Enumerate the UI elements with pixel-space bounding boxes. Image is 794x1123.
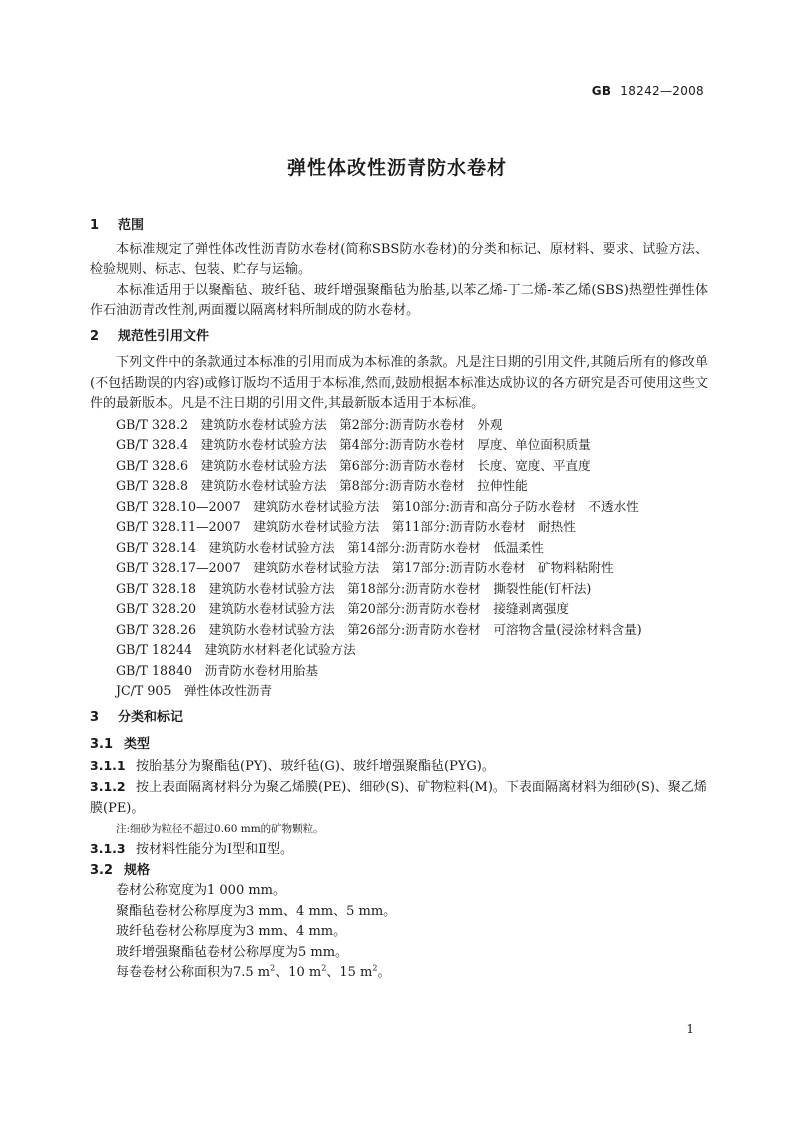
- spec-list: [90, 881, 708, 984]
- subsection-number: 3.2: [90, 862, 114, 878]
- spec-line-area: [90, 963, 708, 984]
- reference-item: GB/T 328.26 建筑防水卷材试验方法 第26部分:沥青防水卷材 可溶物含量(浸涂材料含量): [116, 621, 642, 637]
- reference-item: GB/T 328.6 建筑防水卷材试验方法 第6部分:沥青防水卷材 长度、宽度、平直度: [116, 457, 591, 473]
- clause-3-1-1: [90, 756, 708, 778]
- section-3-heading: [90, 708, 708, 729]
- subsection-title: 规格: [124, 862, 151, 878]
- section-1-heading: [90, 216, 708, 237]
- area-sep: 、15 m: [326, 965, 373, 980]
- superscript: 2: [321, 963, 327, 973]
- clause-text: 按胎基分为聚酯毡(PY)、玻纤毡(G)、玻纤增强聚酯毡(PYG)。: [136, 758, 495, 774]
- spec-line: 卷材公称宽度为1 000 mm。: [116, 883, 287, 898]
- subsection-number: 3.1: [90, 737, 114, 752]
- reference-item: GB/T 18244 建筑防水材料老化试验方法: [116, 642, 356, 657]
- spec-line: 玻纤毡卷材公称厚度为3 mm、4 mm。: [116, 924, 347, 939]
- clause-number: 3.1.2: [90, 779, 126, 794]
- clause-number: 3.1.1: [90, 757, 126, 773]
- reference-item: GB/T 18840 沥青防水卷材用胎基: [116, 662, 318, 678]
- page-title: 弹性体改性沥青防水卷材: [286, 157, 507, 179]
- superscript: 2: [372, 963, 378, 973]
- reference-list: [90, 415, 708, 702]
- section-title: 规范性引用文件: [118, 328, 210, 344]
- standard-prefix: GB: [591, 84, 612, 98]
- page-number: 1: [686, 1022, 694, 1036]
- reference-item: GB/T 328.4 建筑防水卷材试验方法 第4部分:沥青防水卷材 厚度、单位面积质量: [116, 437, 591, 452]
- paragraph: 下列文件中的条款通过本标准的引用而成为本标准的条款。凡是注日期的引用文件,其随后所有的修改单(不包括勘误的内容)或修订版均不适用于本标准,然而,鼓励根据本标准达成协议的各方研究是否可使用这些文件的最新版本。凡是不注日期的引用文件,其最新版本适用于本标准。: [90, 355, 708, 411]
- section-title: 分类和标记: [118, 709, 184, 725]
- reference-item: JC/T 905 弹性体改性沥青: [116, 683, 273, 698]
- clause-3-1-3: [90, 839, 708, 861]
- clause-text: 按材料性能分为Ⅰ型和Ⅱ型。: [136, 842, 293, 857]
- document-body: [90, 216, 708, 984]
- paragraph: 本标准规定了弹性体改性沥青防水卷材(简称SBS防水卷材)的分类和标记、原材料、要求、试验方法、检验规则、标志、包装、贮存与运输。: [90, 241, 708, 277]
- area-end: 。: [377, 965, 391, 980]
- reference-item: GB/T 328.14 建筑防水卷材试验方法 第14部分:沥青防水卷材 低温柔性: [116, 539, 544, 555]
- clause-text: 按上表面隔离材料分为聚乙烯膜(PE)、细砂(S)、矿物粒料(M)。下表面隔离材料为细砂(S)、聚乙烯膜(PE)。: [90, 780, 707, 816]
- reference-item: GB/T 328.10—2007 建筑防水卷材试验方法 第10部分:沥青和高分子防水卷材 不透水性: [116, 498, 639, 514]
- reference-item: GB/T 328.17—2007 建筑防水卷材试验方法 第17部分:沥青防水卷材 矿物料粘附性: [116, 560, 614, 575]
- reference-item: GB/T 328.2 建筑防水卷材试验方法 第2部分:沥青防水卷材 外观: [116, 416, 503, 432]
- clause-3-1-2: [90, 777, 708, 819]
- paragraph: 本标准适用于以聚酯毡、玻纤毡、玻纤增强聚酯毡为胎基,以苯乙烯-丁二烯-苯乙烯(SBS)热塑性弹性体作石油沥青改性剂,两面覆以隔离材料所制成的防水卷材。: [90, 282, 708, 318]
- spec-line: 玻纤增强聚酯毡卷材公称厚度为5 mm。: [116, 944, 349, 960]
- reference-item: GB/T 328.18 建筑防水卷材试验方法 第18部分:沥青防水卷材 撕裂性能(钉杆法): [116, 580, 592, 596]
- superscript: 2: [270, 963, 276, 973]
- subsection-title: 类型: [124, 737, 151, 752]
- section-title: 范围: [118, 218, 145, 233]
- area-prefix: 每卷卷材公称面积为7.5 m: [116, 965, 271, 980]
- spec-line: 聚酯毡卷材公称厚度为3 mm、4 mm、5 mm。: [116, 903, 397, 919]
- standard-code: 18242—2008: [620, 84, 704, 98]
- note: 注:细砂为粒径不超过0.60 mm的矿物颗粒。: [116, 823, 324, 835]
- subsection-3-1-heading: [90, 735, 708, 756]
- section-2-heading: [90, 327, 708, 348]
- section-number: 3: [90, 709, 100, 725]
- standard-number: [592, 84, 704, 98]
- clause-number: 3.1.3: [90, 841, 126, 856]
- reference-item: GB/T 328.11—2007 建筑防水卷材试验方法 第11部分:沥青防水卷材 耐热性: [116, 519, 576, 534]
- section-number: 1: [90, 218, 100, 233]
- reference-item: GB/T 328.8 建筑防水卷材试验方法 第8部分:沥青防水卷材 拉伸性能: [116, 478, 528, 493]
- subsection-3-2-heading: [90, 861, 708, 882]
- reference-item: GB/T 328.20 建筑防水卷材试验方法 第20部分:沥青防水卷材 接缝剥离强度: [116, 601, 569, 616]
- area-sep: 、10 m: [275, 965, 322, 980]
- section-number: 2: [90, 328, 100, 344]
